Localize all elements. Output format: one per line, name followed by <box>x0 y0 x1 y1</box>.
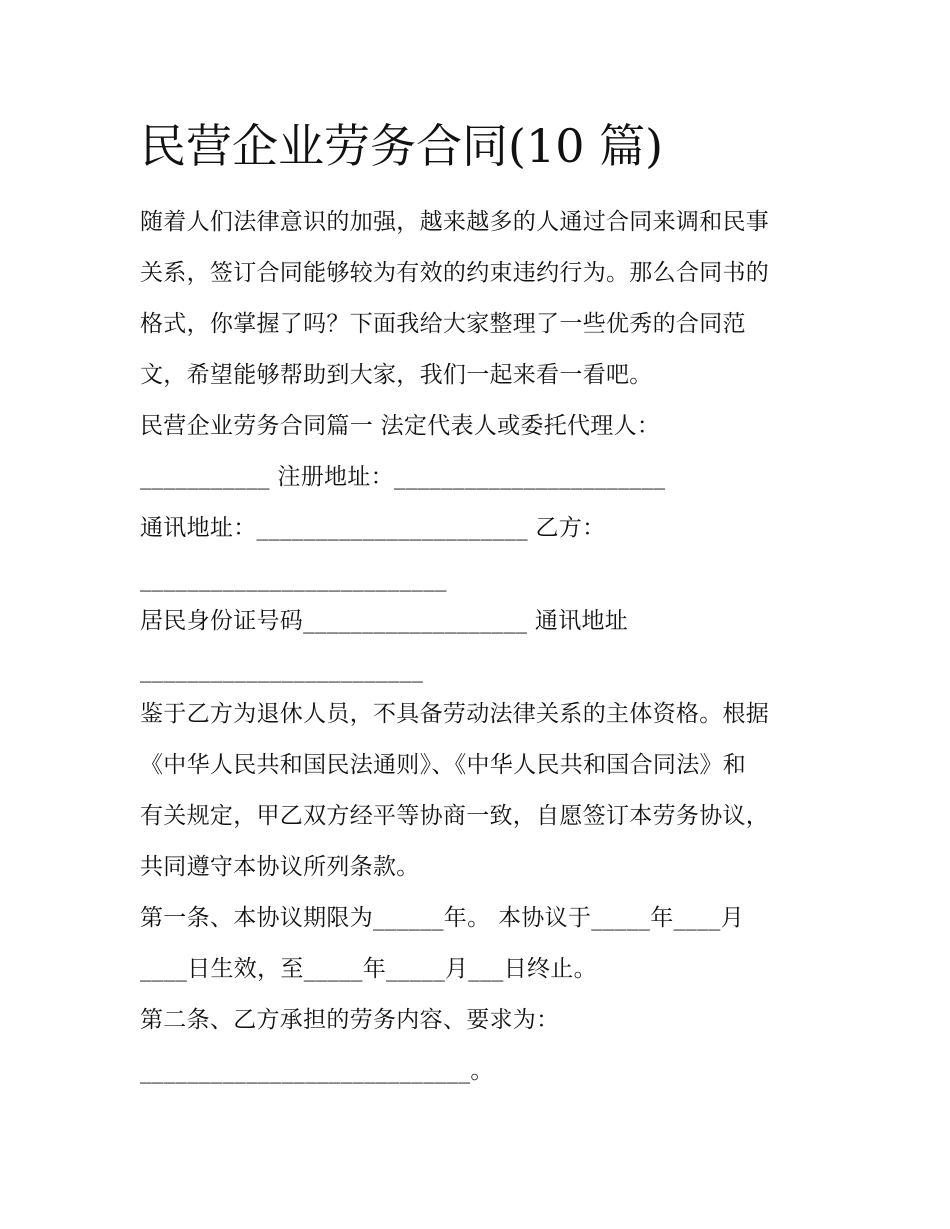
clause-2-line-1: 第二条、乙方承担的劳务内容、要求为： <box>140 1007 560 1033</box>
body-line-11: 鉴于乙方为退休人员，不具备劳动法律关系的主体资格。根据 <box>140 701 770 727</box>
body-line-8: __________________________ <box>140 566 447 592</box>
section-heading-line: 民营企业劳务合同篇一 法定代表人或委托代理人： <box>140 413 661 439</box>
clause-2-line-2: ____________________________。 <box>140 1058 494 1084</box>
body-line-14: 共同遵守本协议所列条款。 <box>140 854 420 880</box>
body-line-2: 关系，签订合同能够较为有效的约束违约行为。那么合同书的 <box>140 260 770 286</box>
body-line-3: 格式，你掌握了吗？下面我给大家整理了一些优秀的合同范 <box>140 311 746 337</box>
body-line-10: ________________________ <box>140 657 424 683</box>
body-line-13: 有关规定，甲乙双方经平等协商一致，自愿签订本劳务协议， <box>140 803 770 829</box>
body-line-1: 随着人们法律意识的加强，越来越多的人通过合同来调和民事 <box>140 209 770 235</box>
body-line-7: 通讯地址：_______________________ 乙方： <box>140 515 606 541</box>
body-line-12: 《中华人民共和国民法通则》、《中华人民共和国合同法》和 <box>140 752 747 778</box>
body-line-4: 文，希望能够帮助到大家，我们一起来看一看吧。 <box>140 362 653 388</box>
clause-1-line-1: 第一条、本协议期限为______年。 本协议于_____年____月 <box>140 905 745 931</box>
body-line-6: ___________ 注册地址：_______________________ <box>140 464 666 490</box>
document-title: 民营企业劳务合同(10 篇) <box>140 119 664 173</box>
body-line-9: 居民身份证号码___________________ 通讯地址 <box>140 608 629 634</box>
clause-1-line-2: ____日生效，至_____年_____月___日终止。 <box>140 956 597 982</box>
